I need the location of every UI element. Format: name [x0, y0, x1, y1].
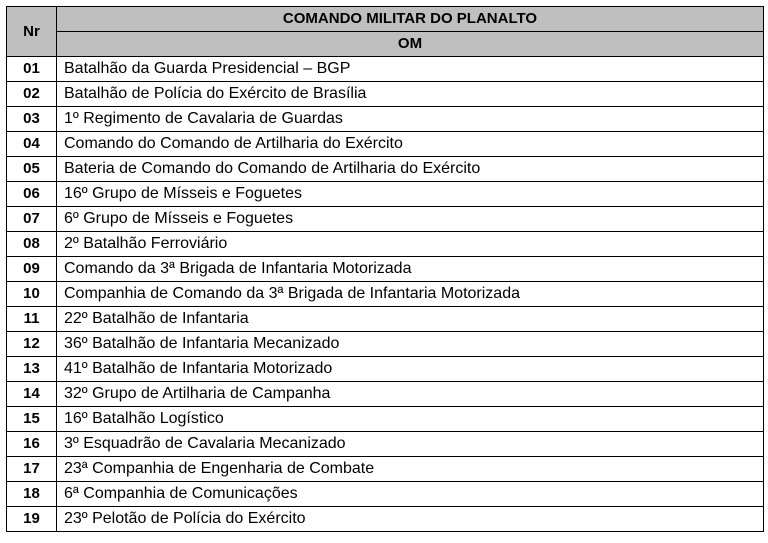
table-row	[7, 457, 764, 482]
row-om-name: Comando do Comando de Artilharia do Exército	[57, 132, 764, 157]
row-number: 02	[7, 82, 57, 107]
row-om-name: 22º Batalhão de Infantaria	[57, 307, 764, 332]
row-om-name: Bateria de Comando do Comando de Artilharia do Exército	[57, 157, 764, 182]
table-row	[7, 332, 764, 357]
row-number: 05	[7, 157, 57, 182]
row-number: 16	[7, 432, 57, 457]
header-title: COMANDO MILITAR DO PLANALTO	[57, 7, 764, 32]
row-om-name: Companhia de Comando da 3ª Brigada de Infantaria Motorizada	[57, 282, 764, 307]
header-row-title	[7, 7, 764, 32]
row-number: 06	[7, 182, 57, 207]
header-om: OM	[57, 32, 764, 57]
table-row	[7, 432, 764, 457]
row-number: 12	[7, 332, 57, 357]
row-om-name: Batalhão da Guarda Presidencial – BGP	[57, 57, 764, 82]
row-number: 04	[7, 132, 57, 157]
table-row	[7, 407, 764, 432]
om-table	[6, 6, 764, 532]
table-row	[7, 132, 764, 157]
table-row	[7, 57, 764, 82]
row-om-name: 41º Batalhão de Infantaria Motorizado	[57, 357, 764, 382]
table-row	[7, 182, 764, 207]
row-om-name: 16º Batalhão Logístico	[57, 407, 764, 432]
row-om-name: Comando da 3ª Brigada de Infantaria Motorizada	[57, 257, 764, 282]
row-om-name: 6ª Companhia de Comunicações	[57, 482, 764, 507]
row-om-name: 23º Pelotão de Polícia do Exército	[57, 507, 764, 532]
table-row	[7, 357, 764, 382]
row-om-name: 1º Regimento de Cavalaria de Guardas	[57, 107, 764, 132]
row-om-name: 6º Grupo de Mísseis e Foguetes	[57, 207, 764, 232]
row-number: 09	[7, 257, 57, 282]
row-number: 17	[7, 457, 57, 482]
row-number: 15	[7, 407, 57, 432]
table-row	[7, 157, 764, 182]
table-row	[7, 257, 764, 282]
header-nr: Nr	[7, 7, 57, 57]
row-om-name: 23ª Companhia de Engenharia de Combate	[57, 457, 764, 482]
row-number: 03	[7, 107, 57, 132]
table-row	[7, 82, 764, 107]
table-row	[7, 207, 764, 232]
table-row	[7, 107, 764, 132]
header-row-om	[7, 32, 764, 57]
row-number: 08	[7, 232, 57, 257]
row-number: 07	[7, 207, 57, 232]
table-row	[7, 482, 764, 507]
row-om-name: 36º Batalhão de Infantaria Mecanizado	[57, 332, 764, 357]
row-number: 13	[7, 357, 57, 382]
row-om-name: 16º Grupo de Mísseis e Foguetes	[57, 182, 764, 207]
row-om-name: Batalhão de Polícia do Exército de Brasília	[57, 82, 764, 107]
table-row	[7, 507, 764, 532]
row-om-name: 3º Esquadrão de Cavalaria Mecanizado	[57, 432, 764, 457]
table-row	[7, 282, 764, 307]
table-row	[7, 232, 764, 257]
row-number: 01	[7, 57, 57, 82]
table-row	[7, 307, 764, 332]
row-number: 18	[7, 482, 57, 507]
row-number: 19	[7, 507, 57, 532]
row-om-name: 32º Grupo de Artilharia de Campanha	[57, 382, 764, 407]
row-number: 11	[7, 307, 57, 332]
row-number: 10	[7, 282, 57, 307]
table-row	[7, 382, 764, 407]
row-om-name: 2º Batalhão Ferroviário	[57, 232, 764, 257]
row-number: 14	[7, 382, 57, 407]
